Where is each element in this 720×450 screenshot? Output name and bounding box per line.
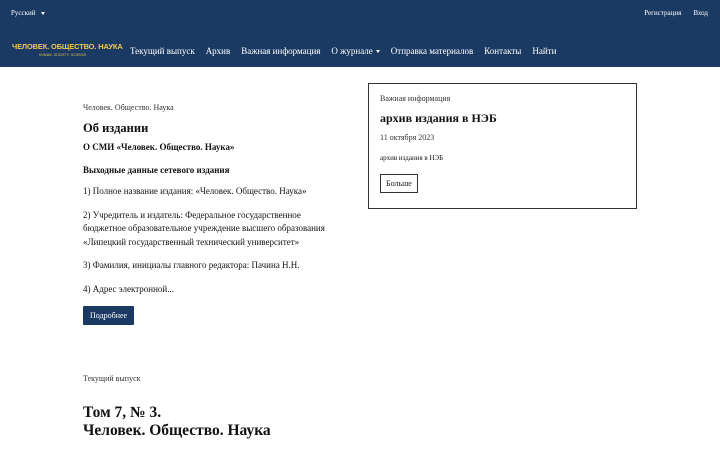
nav-search[interactable]: Найти [532,46,557,56]
more-button[interactable]: Подробнее [83,306,134,325]
announcement-card [368,83,637,209]
site-header [0,0,720,67]
login-link[interactable]: Вход [693,9,708,17]
site-logo[interactable] [12,42,123,57]
announcement-category: Важная информация [380,94,451,103]
nav-about-dropdown[interactable] [331,46,379,56]
chevron-down-icon [376,50,380,53]
issue-volume: Том 7, № 3. [83,404,162,421]
current-issue-section [83,374,271,440]
nav-submissions[interactable]: Отправка материалов [390,46,474,56]
user-links [644,9,708,17]
issue-title[interactable] [83,404,271,440]
chevron-down-icon [41,12,45,15]
about-paragraph-2: 2) Учредитель и издатель: Федеральное государственное бюджетное образовательное учреждение высшего образования «Липецкий государственный технический университет» [83,209,325,247]
about-subheading: О СМИ «Человек. Общество. Наука» [83,142,235,152]
nav-important-info[interactable]: Важная информация [241,46,321,56]
main-nav [130,46,556,56]
about-section [83,103,343,325]
about-heading: Об издании [83,121,149,135]
nav-current-issue[interactable]: Текущий выпуск [130,46,195,56]
announcement-date: 11 октября 2023 [380,133,435,142]
language-label: Русский [11,9,36,17]
announcement-title[interactable]: архив издания в НЭБ [380,111,497,125]
announcement-text: архив издания в НЭБ [380,154,444,162]
issue-journal-name: Человек. Общество. Наука [83,422,271,439]
nav-contacts[interactable]: Контакты [484,46,522,56]
about-paragraph-3: 3) Фамилия, инициалы главного редактора: Пачина Н.Н. [83,260,300,270]
nav-about-label: О журнале [331,46,373,56]
about-paragraph-1: 1) Полное название издания: «Человек. Общество. Наука» [83,186,307,196]
announcement-more-button[interactable]: Больше [380,174,418,193]
language-selector[interactable] [11,9,45,17]
nav-archive[interactable]: Архив [205,46,231,56]
logo-subtitle: HUMAN. SOCIETY. SCIENCE [39,53,87,57]
output-data-heading: Выходные данные сетевого издания [83,165,230,175]
register-link[interactable]: Регистрация [644,9,682,17]
breadcrumb: Человек. Общество. Наука [83,103,174,112]
current-issue-label: Текущий выпуск [83,374,141,383]
logo-title: ЧЕЛОВЕК. ОБЩЕСТВО. НАУКА [12,42,123,51]
about-paragraph-4: 4) Адрес электронной... [83,283,174,294]
